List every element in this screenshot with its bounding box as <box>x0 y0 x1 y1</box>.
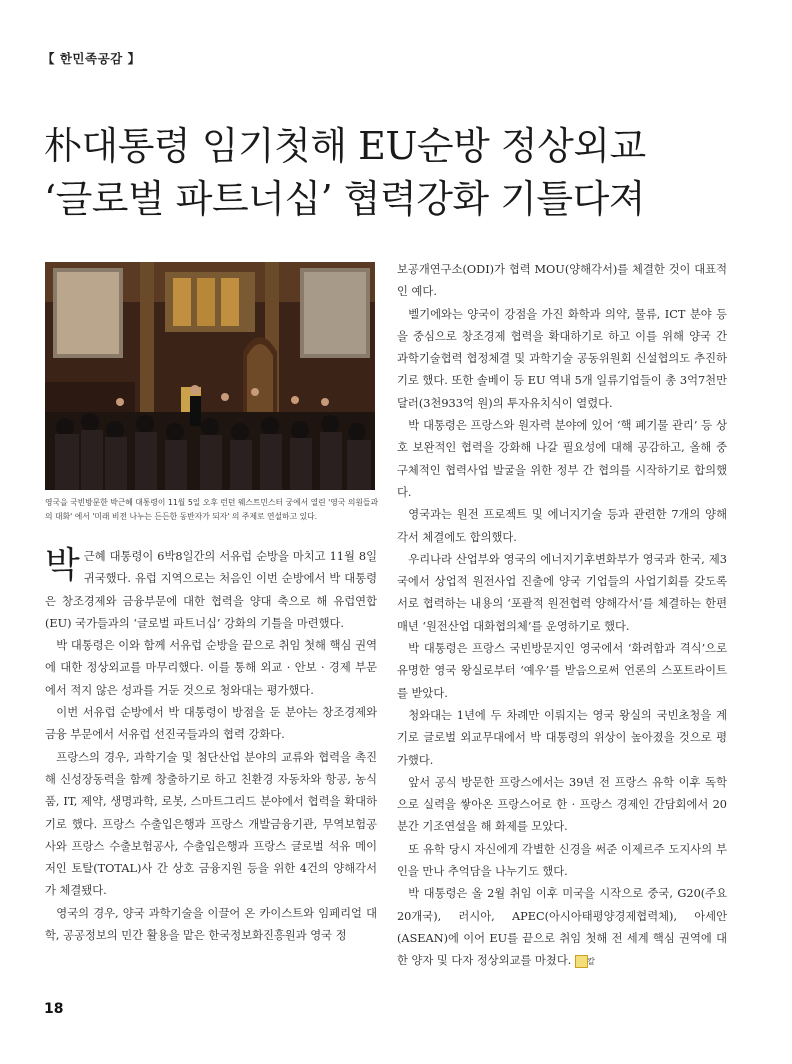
title-line-2: ‘글로벌 파트너십’ 협력강화 기틀다져 <box>44 177 646 221</box>
section-tag: 【 한민족공감 】 <box>42 51 141 66</box>
body-paragraph: 영국과는 원전 프로젝트 및 에너지기술 등과 관련한 7개의 양해각서 체결에도 합의했다. <box>397 508 727 544</box>
body-paragraph: 앞서 공식 방문한 프랑스에서는 39년 전 프랑스 유학 이후 독학으로 실력을 쌓아온 프랑스어로 한 · 프랑스 경제인 간담회에서 20분간 기조연설을 해 화제를 모았다. <box>397 775 727 834</box>
article-photo <box>45 262 375 490</box>
drop-cap: 박 <box>45 545 80 586</box>
body-paragraph: 영국의 경우, 양국 과학기술을 이끌어 온 카이스트와 임페리얼 대학, 공공정보의 민간 활용을 맡은 한국정보화진흥원과 영국 정 <box>45 906 377 943</box>
body-paragraph: 또 유학 당시 자신에게 각별한 신경을 써준 이제르주 도지사의 부인을 만나 추억담을 나누기도 했다. <box>397 842 727 879</box>
body-paragraph: 박 대통령은 이와 함께 서유럽 순방을 끝으로 취임 첫해 핵심 권역에 대한 정상외교를 마무리했다. 이를 통해 외교 · 안보 · 경제 부문에서 적지 않은 성과를 거둔 것으로 청와대는 평가했다. <box>45 639 377 697</box>
body-column-left <box>45 546 377 947</box>
body-paragraph: 박 대통령은 프랑스 국빈방문지인 영국에서 ‘화려함과 격식’으로 유명한 영국 왕실로부터 ‘예우’를 받음으로써 언론의 스포트라이트를 받았다. <box>397 642 727 700</box>
body-column-right <box>397 259 727 973</box>
lead-paragraph: 박근혜 대통령이 6박8일간의 서유럽 순방을 마치고 11월 8일 귀국했다. 유럽 지역으로는 처음인 이번 순방에서 박 대통령은 창조경제와 금융부문에 대한 협력을 양대 축으로 해 유럽연합(EU) 국가들과의 ‘글로벌 파트너십’ 강화의 기틀을 마련했다. <box>45 545 377 630</box>
body-paragraph: 우리나라 산업부와 영국의 에너지기후변화부가 영국과 한국, 제3국에서 상업적 원전사업 진출에 양국 기업들의 사업기회를 갖도록 서로 협력하는 내용의 ‘포괄적 원전협력 양해각서’를 체결하는 한편 매년 ‘원전산업 대화협의체’를 운영하기로 했다. <box>397 552 727 633</box>
body-paragraph-continued: 보공개연구소(ODI)가 협력 MOU(양해각서)를 체결한 것이 대표적인 예다. <box>397 263 727 299</box>
body-paragraph: 벨기에와는 양국이 강점을 가진 화학과 의약, 물류, ICT 분야 등을 중심으로 창조경제 협력을 확대하기로 하고 이를 위해 양국 간 과학기술협력 협정체결 및 과학기술 공동위원회 신설협의도 추진하기로 했다. 또한 솔베이 등 EU 역내 5개 일류기업들이 총 3억7천만 달러(3천933억 원)의 투자유치식이 열렸다. <box>397 307 727 410</box>
body-paragraph-final: 박 대통령은 올 2월 취임 이후 미국을 시작으로 중국, G20(주요 20개국), 러시아, APEC(아시아태평양경제협력체), 아세안(ASEAN)에 이어 EU를 끝으로 취임 첫해 전 세계 핵심 권역에 대한 양자 및 다자 정상외교를 마쳤다. 칼 <box>397 887 727 968</box>
photo-caption: 영국을 국빈방문한 박근혜 대통령이 11월 5일 오후 런던 웨스트민스터 궁에서 열린 '영국 의원들과의 대화' 에서 '미래 비전 나누는 든든한 동반자가 되자' 의 주제로 연설하고 있다. <box>45 498 378 521</box>
body-paragraph: 청와대는 1년에 두 차례만 이뤄지는 영국 왕실의 국빈초청을 계기로 글로벌 외교무대에서 박 대통령의 위상이 높아졌을 것으로 평가했다. <box>397 708 727 767</box>
end-mark-icon: 칼 <box>575 955 588 968</box>
page-number: 18 <box>44 1001 64 1017</box>
parliament-hall-illustration <box>45 262 375 490</box>
article-title <box>44 120 764 226</box>
title-line-1: 朴대통령 임기첫해 EU순방 정상외교 <box>44 124 646 168</box>
body-paragraph: 프랑스의 경우, 과학기술 및 첨단산업 분야의 교류와 협력을 촉진해 신성장동력을 함께 창출하기로 하고 친환경 자동차와 항공, 농식품, IT, 제약, 생명과학, 로봇, 스마트그리드 분야에서 협력을 확대하기로 했다. 프랑스 수출입은행과 프랑스 개발금융기관, 무역보험공사와 프랑스 수출보험공사, 수출입은행과 프랑스 글로벌 석유 메이저인 토탈(TOTAL)사 간 상호 금융지원 등을 위한 4건의 양해각서가 체결됐다. <box>45 750 377 898</box>
body-paragraph: 이번 서유럽 순방에서 박 대통령이 방점을 둔 분야는 창조경제와 금융 부문에서 서유럽 선진국들과의 협력 강화다. <box>45 706 377 742</box>
body-paragraph: 박 대통령은 프랑스와 원자력 분야에 있어 ‘핵 폐기물 관리’ 등 상호 보완적인 협력을 강화해 나갈 필요성에 대해 공감하고, 올해 중 구체적인 협력사업 발굴을 위한 정부 간 협의를 시작하기로 합의했다. <box>397 419 727 499</box>
